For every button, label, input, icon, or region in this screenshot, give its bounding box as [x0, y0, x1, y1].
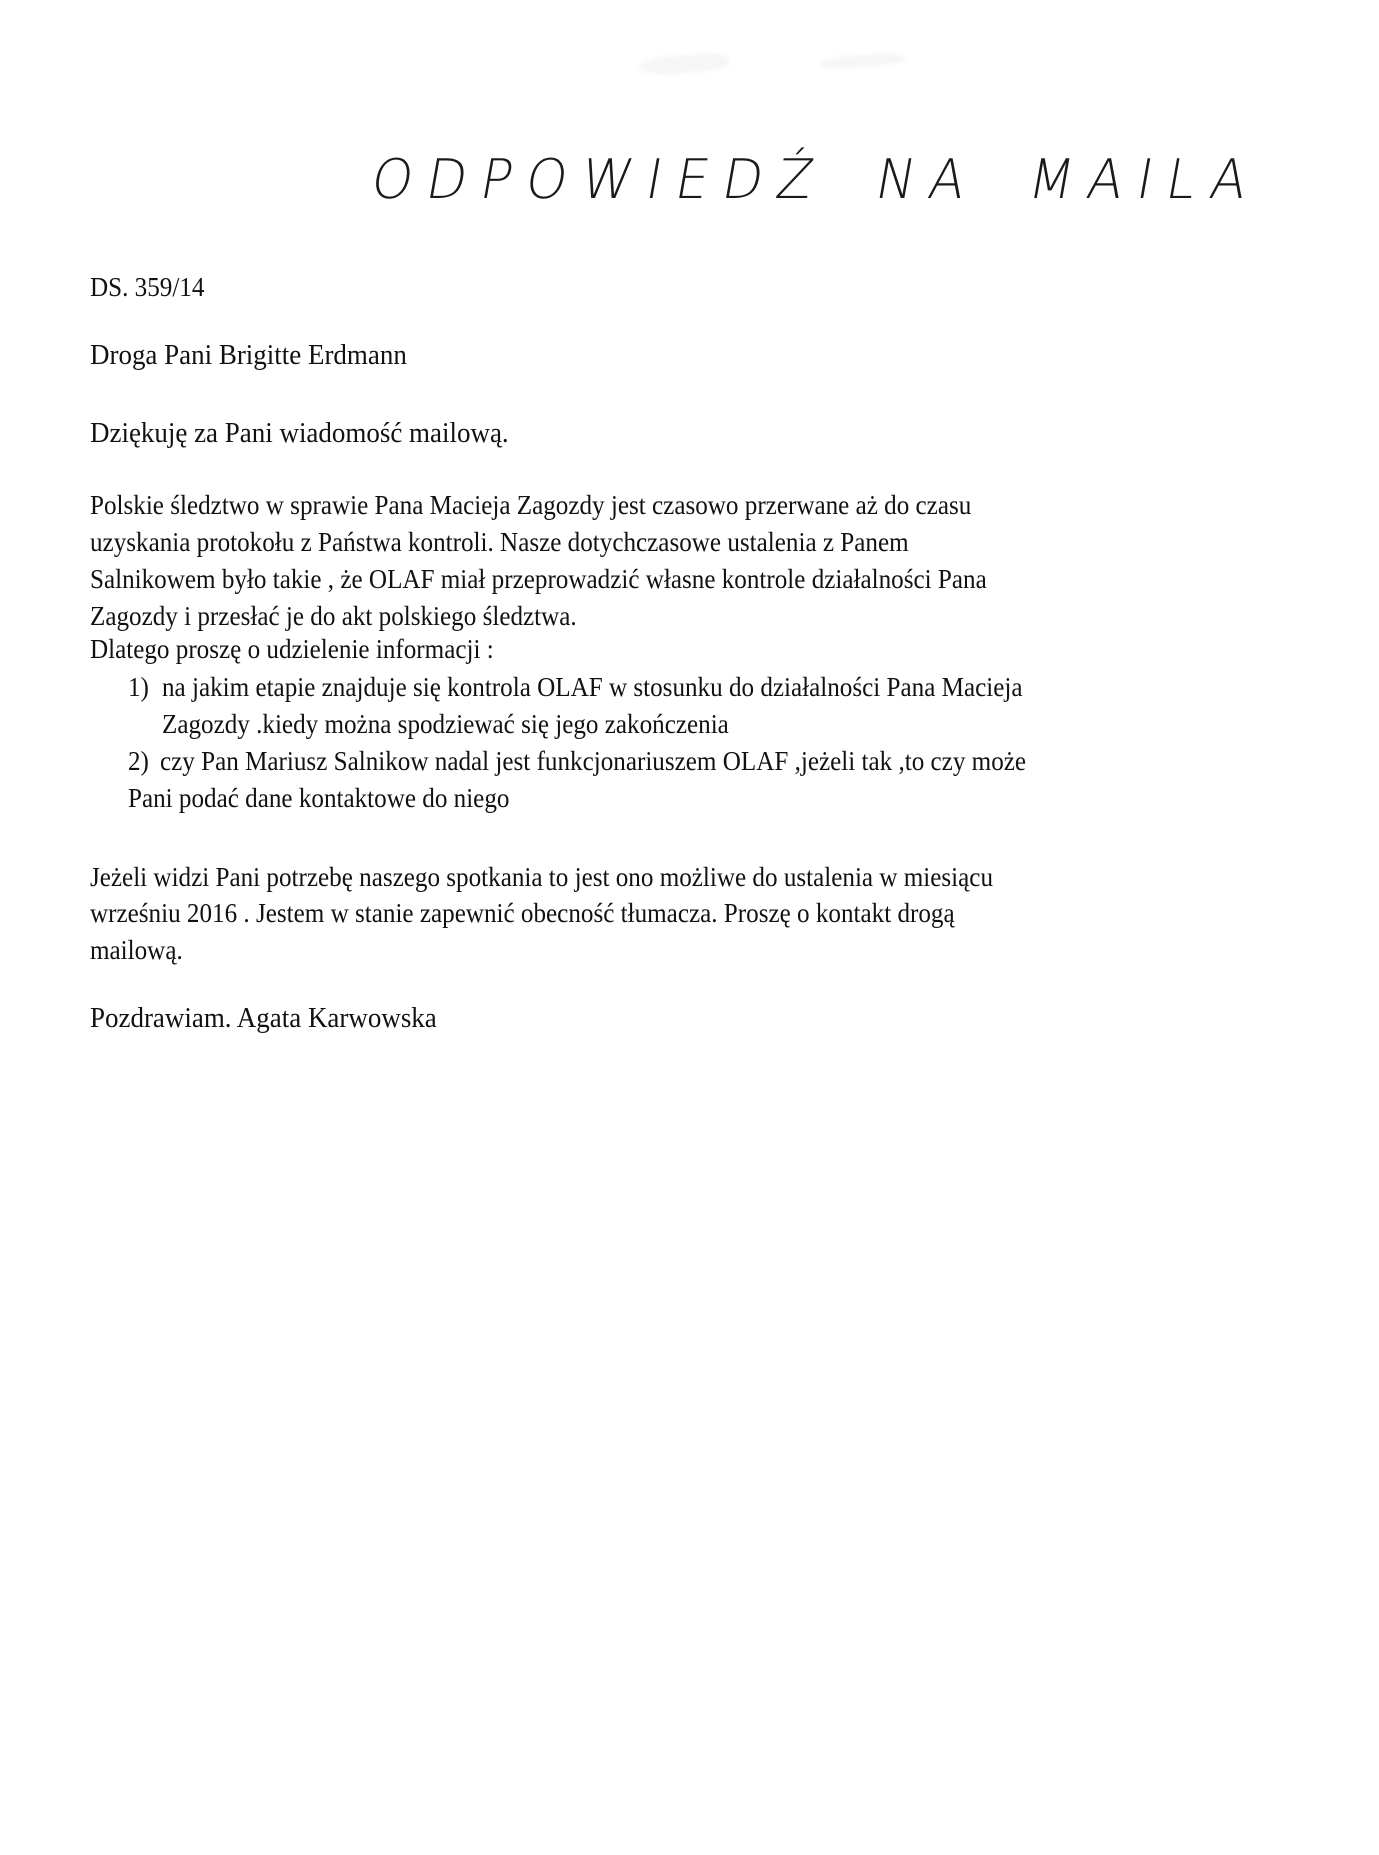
list-text: czy Pan Mariusz Salnikow nadal jest funkcjonariuszem OLAF ,jeżeli tak ,to czy może: [160, 746, 1027, 776]
list-text: Zagozdy .kiedy można spodziewać się jego zakończenia: [162, 709, 729, 739]
handwritten-note: [366, 149, 1266, 212]
handwritten-word: MAILA: [1023, 148, 1267, 212]
intro-sentence: Dziękuję za Pani wiadomość mailową.: [90, 417, 509, 449]
scan-smudge: [820, 52, 906, 70]
list-text: na jakim etapie znajduje się kontrola OLAF w stosunku do działalności Pana Macieja: [162, 672, 1023, 702]
list-number: 2): [128, 746, 149, 776]
case-reference: DS. 359/14: [90, 272, 205, 302]
scan-smudge: [639, 52, 730, 76]
paragraph-line: Zagozdy i przesłać je do akt polskiego śledztwa.: [90, 601, 577, 631]
handwritten-word: ODPOWIEDŹ: [366, 148, 833, 212]
paragraph-line: Dlatego proszę o udzielenie informacji :: [90, 634, 494, 664]
paragraph-line: Polskie śledztwo w sprawie Pana Macieja Zagozdy jest czasowo przerwane aż do czasu: [90, 490, 972, 520]
list-text: Pani podać dane kontaktowe do niego: [128, 783, 510, 813]
paragraph-line: Salnikowem było takie , że OLAF miał przeprowadzić własne kontrole działalności Pana: [90, 564, 987, 594]
handwritten-word: NA: [870, 148, 985, 212]
paragraph-line: mailową.: [90, 935, 183, 965]
closing-signature: Pozdrawiam. Agata Karwowska: [90, 1002, 437, 1034]
paragraph-line: wrześniu 2016 . Jestem w stanie zapewnić obecność tłumacza. Proszę o kontakt drogą: [90, 898, 955, 928]
paragraph-line: uzyskania protokołu z Państwa kontroli. Nasze dotychczasowe ustalenia z Panem: [90, 527, 909, 557]
salutation: Droga Pani Brigitte Erdmann: [90, 339, 407, 371]
paragraph-line: Jeżeli widzi Pani potrzebę naszego spotkania to jest ono możliwe do ustalenia w miesiącu: [90, 862, 994, 892]
list-number: 1): [128, 672, 149, 702]
